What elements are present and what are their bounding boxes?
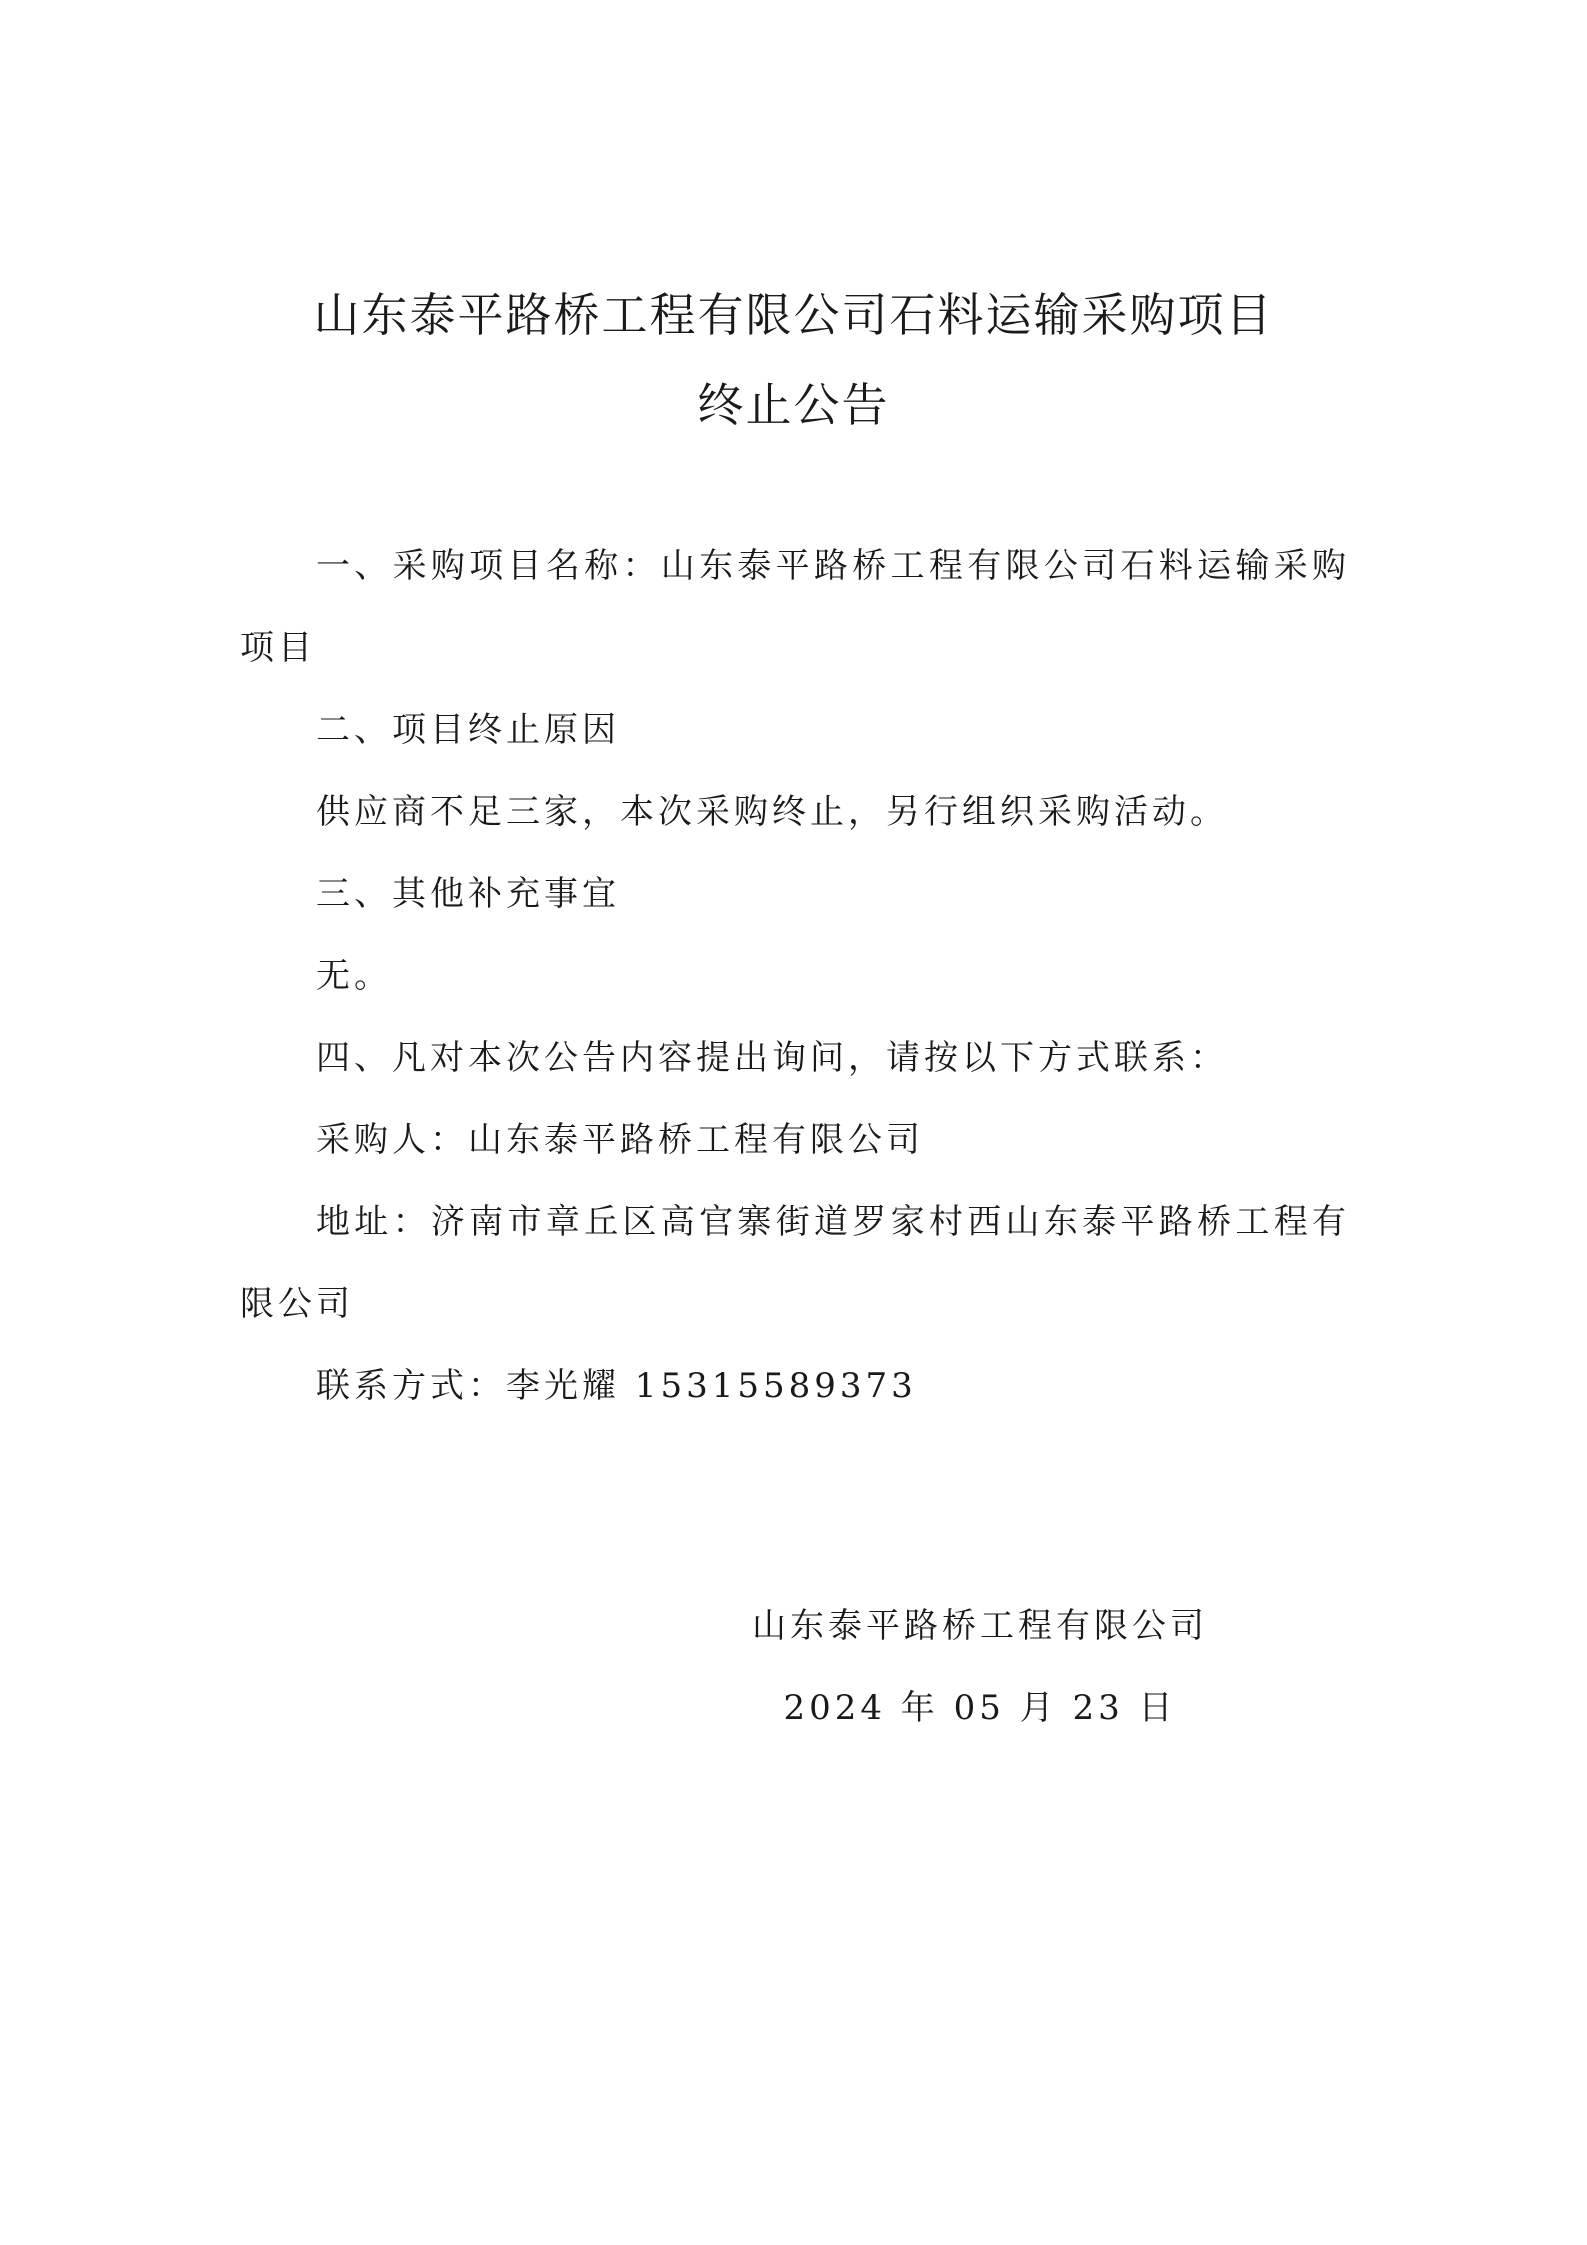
document-title [0,270,1587,450]
section-2-text: 供应商不足三家，本次采购终止，另行组织采购活动。 [316,792,1228,832]
document-body [240,525,1350,1427]
section-1-project-name: 一、采购项目名称：山东泰平路桥工程有限公司石料运输采购项目 [240,546,1350,668]
signature-block [700,1585,1260,1749]
section-2-heading: 二、项目终止原因 [316,710,620,750]
section-3-heading: 三、其他补充事宜 [316,874,620,914]
title-line-1: 山东泰平路桥工程有限公司石料运输采购项目 [313,288,1274,342]
title-line-2: 终止公告 [697,378,890,432]
section-4-heading: 四、凡对本次公告内容提出询问，请按以下方式联系： [316,1038,1228,1078]
signature-date: 2024 年 05 月 23 日 [783,1688,1177,1728]
signature-company: 山东泰平路桥工程有限公司 [752,1606,1208,1646]
contact-line: 联系方式：李光耀 15315589373 [316,1366,917,1406]
purchaser-line: 采购人：山东泰平路桥工程有限公司 [316,1120,924,1160]
section-3-text: 无。 [316,956,392,996]
address-line: 地址：济南市章丘区高官寨街道罗家村西山东泰平路桥工程有限公司 [240,1202,1350,1324]
